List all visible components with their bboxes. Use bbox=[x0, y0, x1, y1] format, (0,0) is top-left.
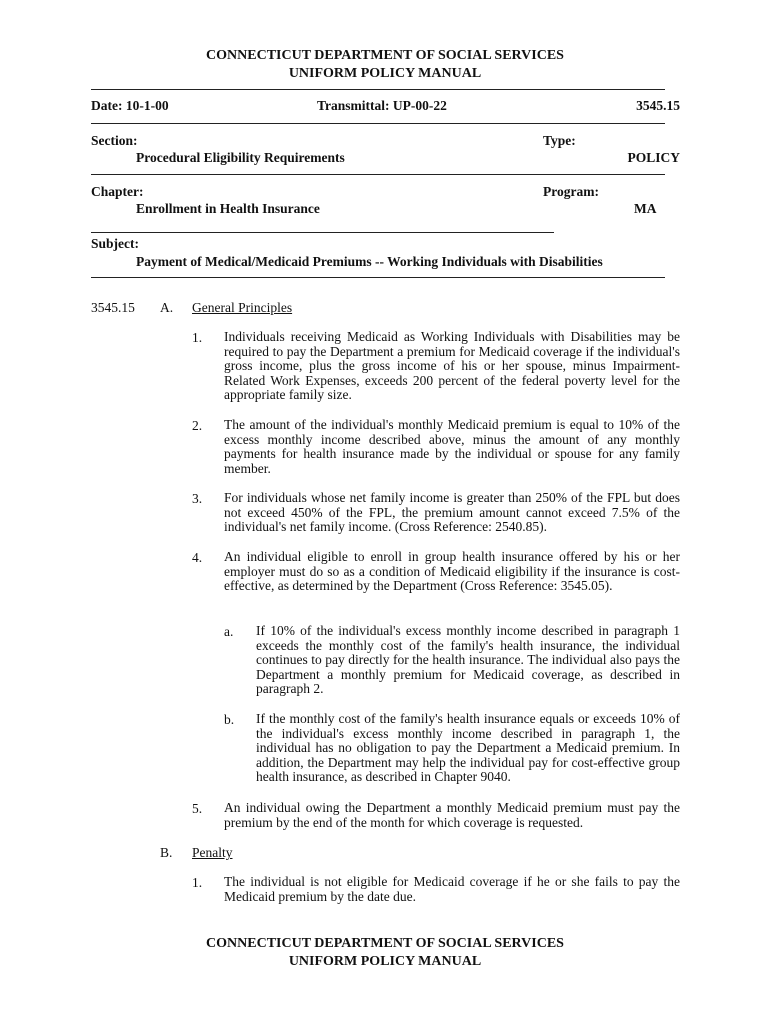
item-number: 2. bbox=[192, 418, 203, 433]
part-a-title: General Principles bbox=[192, 300, 293, 315]
item-text: An individual owing the Department a monthly Medicaid premium must pay the premium by the end of the month for which coverage is requested. bbox=[224, 800, 680, 830]
header-dept: CONNECTICUT DEPARTMENT OF SOCIAL SERVICES bbox=[206, 48, 564, 63]
item-text: Individuals receiving Medicaid as Working Individuals with Disabilities may be required to pay the Department a premium for Medicaid coverage if the individual's gross income, plus the gross income of his or her spouse, minus Impairment-Related Work Expenses, exceeds 200 percent of the federal poverty level for the appropriate family size. bbox=[224, 329, 680, 403]
item-text: The amount of the individual's monthly Medicaid premium is equal to 10% of the excess monthly income described above, minus the amount of any monthly payments for health insurance made by the individual or spouse for any family member. bbox=[224, 417, 680, 476]
subject-label: Subject: bbox=[91, 236, 139, 251]
item-text: An individual eligible to enroll in group health insurance offered by his or her employer must do so as a condition of Medicaid eligibility if the insurance is cost-effective, as determined by the Department (Cross Reference: 3545.05). bbox=[224, 549, 680, 594]
part-a-letter: A. bbox=[160, 300, 174, 315]
type-label: Type: bbox=[543, 133, 576, 148]
subitem-letter: b. bbox=[224, 712, 235, 727]
subitem-text: If 10% of the individual's excess monthly income described in paragraph 1 exceeds the monthly cost of the family's health insurance, the individual continues to pay directly for the health insurance. The individual also pays the Department a monthly premium for Medicaid coverage, as described in paragraph 2. bbox=[256, 623, 680, 697]
item-number: 3. bbox=[192, 491, 203, 506]
part-b-letter: B. bbox=[160, 845, 173, 860]
divider bbox=[91, 123, 665, 124]
program-label: Program: bbox=[543, 184, 599, 199]
item-text: The individual is not eligible for Medicaid coverage if he or she fails to pay the Medicaid premium by the date due. bbox=[224, 874, 680, 904]
divider bbox=[91, 232, 554, 233]
subject-value: Payment of Medical/Medicaid Premiums -- Working Individuals with Disabilities bbox=[136, 254, 603, 269]
item-number: 1. bbox=[192, 330, 203, 345]
divider bbox=[91, 89, 665, 90]
item-number: 5. bbox=[192, 801, 203, 816]
item-text: For individuals whose net family income is greater than 250% of the FPL but does not exceed 450% of the FPL, the premium amount cannot exceed 7.5% of the individual's net family income. (Cross Reference: 2540.85). bbox=[224, 490, 680, 535]
subitem-letter: a. bbox=[224, 624, 234, 639]
section-label: Section: bbox=[91, 133, 138, 148]
footer-dept: CONNECTICUT DEPARTMENT OF SOCIAL SERVICES bbox=[206, 936, 564, 951]
transmittal-label: Transmittal: UP-00-22 bbox=[317, 98, 447, 113]
subitem-text: If the monthly cost of the family's health insurance equals or exceeds 10% of the individual's excess monthly income described in paragraph 1, the individual has no obligation to pay the Department a Medicaid premium. In addition, the Department may help the individual pay for cost-effective group health insurance, as described in Chapter 9040. bbox=[256, 711, 680, 785]
item-number: 1. bbox=[192, 875, 203, 890]
section-value: Procedural Eligibility Requirements bbox=[136, 150, 345, 165]
policy-number: 3545.15 bbox=[636, 98, 680, 113]
date-label: Date: 10-1-00 bbox=[91, 98, 169, 113]
footer-manual: UNIFORM POLICY MANUAL bbox=[288, 954, 482, 969]
chapter-value: Enrollment in Health Insurance bbox=[136, 201, 320, 216]
header-manual: UNIFORM POLICY MANUAL bbox=[288, 66, 482, 81]
chapter-label: Chapter: bbox=[91, 184, 144, 199]
divider bbox=[91, 277, 665, 278]
type-value: POLICY bbox=[627, 150, 680, 165]
program-value: MA bbox=[634, 201, 657, 216]
item-number: 4. bbox=[192, 550, 203, 565]
divider bbox=[91, 174, 665, 175]
part-b-title: Penalty bbox=[192, 845, 233, 860]
section-number: 3545.15 bbox=[91, 300, 135, 315]
